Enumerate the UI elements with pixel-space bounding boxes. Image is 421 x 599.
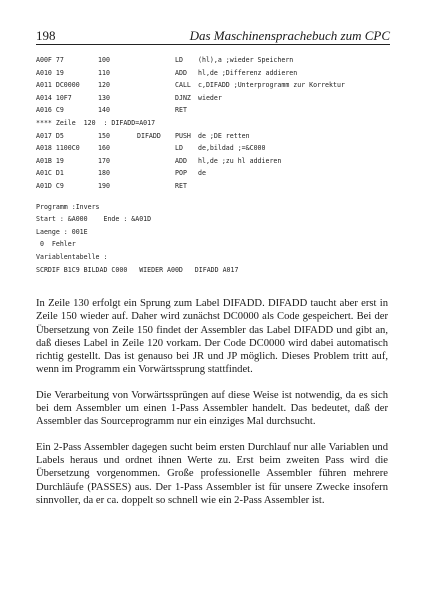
listing-line-number: 110 xyxy=(98,68,110,77)
listing-opcode: POP xyxy=(175,169,187,178)
listing-address: A017 D5 xyxy=(36,131,64,140)
listing-line xyxy=(36,182,386,195)
listing-label: DIFADD xyxy=(137,131,161,140)
listing-line xyxy=(36,56,386,69)
page-header xyxy=(36,28,390,45)
listing-line xyxy=(36,106,386,119)
length-line: Laenge : 001E xyxy=(36,227,88,236)
listing-address: A01C D1 xyxy=(36,169,64,178)
listing-address: A010 19 xyxy=(36,68,64,77)
paragraph: Ein 2-Pass Assembler dagegen sucht beim ersten Durchlauf nur alle Variablen und Labels heraus und ordnet ihnen Werte zu. Erst beim zweiten Pass wird die Übersetzung vorgenommen. Große professionelle Assembler führen mehrere Durchläufe (PASSES) aus. Der 1-Pass Assembler ist für unsere Zwecke insofern sinnvoller, da er ca. doppelt so schnell wie ein 2-Pass Assembler ist. xyxy=(36,441,388,506)
variable-table-heading: Variablentabelle : xyxy=(36,252,108,261)
listing-line xyxy=(36,144,386,157)
listing-spacer xyxy=(36,195,386,203)
listing-operands: hl,de ;Differenz addieren xyxy=(198,68,298,77)
listing-line xyxy=(36,132,386,145)
paragraph: Die Verarbeitung von Vorwärtssprüngen auf diese Weise ist notwendig, da es sich bei dem Assembler um einen 1-Pass Assembler handelt. Das bedeutet, daß der Assembler das Sourceprogramm nur ein einziges Mal durchsucht. xyxy=(36,389,388,428)
listing-line-number: 140 xyxy=(98,106,110,115)
listing-opcode: CALL xyxy=(175,81,191,90)
paragraph: In Zeile 130 erfolgt ein Sprung zum Label DIFADD. DIFADD taucht aber erst in Zeile 150 wieder auf. Daher wird zunächst DC0000 als Code gespeichert. Bei der Übersetzung von Zeile 150 findet der Assembler das Label DIFADD und gibt an, daß dieses Label in Zeile 120 vorkam. Der Code DC0000 wird dabei automatisch richtig gestellt. Das ist genauso bei JR und JP möglich. Dieses Problem tritt auf, wenn im Programm ein Vorwärtssprung stattfindet. xyxy=(36,298,388,376)
listing-address: A01D C9 xyxy=(36,181,64,190)
marker-text: **** Zeile 120 : DIFADD=A017 xyxy=(36,118,156,127)
listing-line-number: 160 xyxy=(98,144,110,153)
listing-line xyxy=(36,157,386,170)
listing-line-number: 100 xyxy=(98,56,110,64)
assembler-listing xyxy=(36,56,386,278)
listing-opcode: RET xyxy=(175,106,187,115)
listing-line-number: 150 xyxy=(98,131,110,140)
listing-opcode: LD xyxy=(175,144,183,153)
listing-line-number: 170 xyxy=(98,156,110,165)
error-count-line: 0 Fehler xyxy=(36,240,76,249)
listing-line xyxy=(36,169,386,182)
listing-operands: de ;DE retten xyxy=(198,131,250,140)
listing-operands: wieder xyxy=(198,93,222,102)
listing-operands: c,DIFADD ;Unterprogramm zur Korrektur xyxy=(198,81,345,90)
listing-address: A00F 77 xyxy=(36,56,64,64)
listing-address: A018 1100C0 xyxy=(36,144,80,153)
listing-address: A016 C9 xyxy=(36,106,64,115)
listing-address: A01B 19 xyxy=(36,156,64,165)
listing-opcode: ADD xyxy=(175,156,187,165)
listing-operands: de,bildad ;=&C000 xyxy=(198,144,266,153)
listing-line-number: 190 xyxy=(98,181,110,190)
listing-operands: (hl),a ;wieder Speichern xyxy=(198,56,294,64)
listing-address: A014 10F7 xyxy=(36,93,72,102)
listing-opcode: PUSH xyxy=(175,131,191,140)
program-name-line: Programm :Invers xyxy=(36,202,100,211)
listing-line-number: 120 xyxy=(98,81,110,90)
listing-opcode: LD xyxy=(175,56,183,64)
listing-operands: hl,de ;zu hl addieren xyxy=(198,156,282,165)
body-text xyxy=(36,297,388,519)
listing-operands: de xyxy=(198,169,206,178)
listing-opcode: RET xyxy=(175,181,187,190)
listing-line xyxy=(36,69,386,82)
listing-line xyxy=(36,94,386,107)
listing-address: A011 DC0000 xyxy=(36,81,80,90)
running-title: Das Maschinensprachebuch zum CPC xyxy=(189,28,390,43)
variable-table-entries: SCRDIF B1C9 BILDAD C000 WIEDER A00D DIFADD A017 xyxy=(36,265,239,274)
listing-resolve-marker xyxy=(36,119,386,132)
start-end-line: Start : &A000 Ende : &A01D xyxy=(36,215,152,224)
listing-line-number: 130 xyxy=(98,93,110,102)
listing-opcode: ADD xyxy=(175,68,187,77)
page-number: 198 xyxy=(36,28,56,43)
listing-line-number: 180 xyxy=(98,169,110,178)
listing-line xyxy=(36,81,386,94)
listing-opcode: DJNZ xyxy=(175,93,191,102)
